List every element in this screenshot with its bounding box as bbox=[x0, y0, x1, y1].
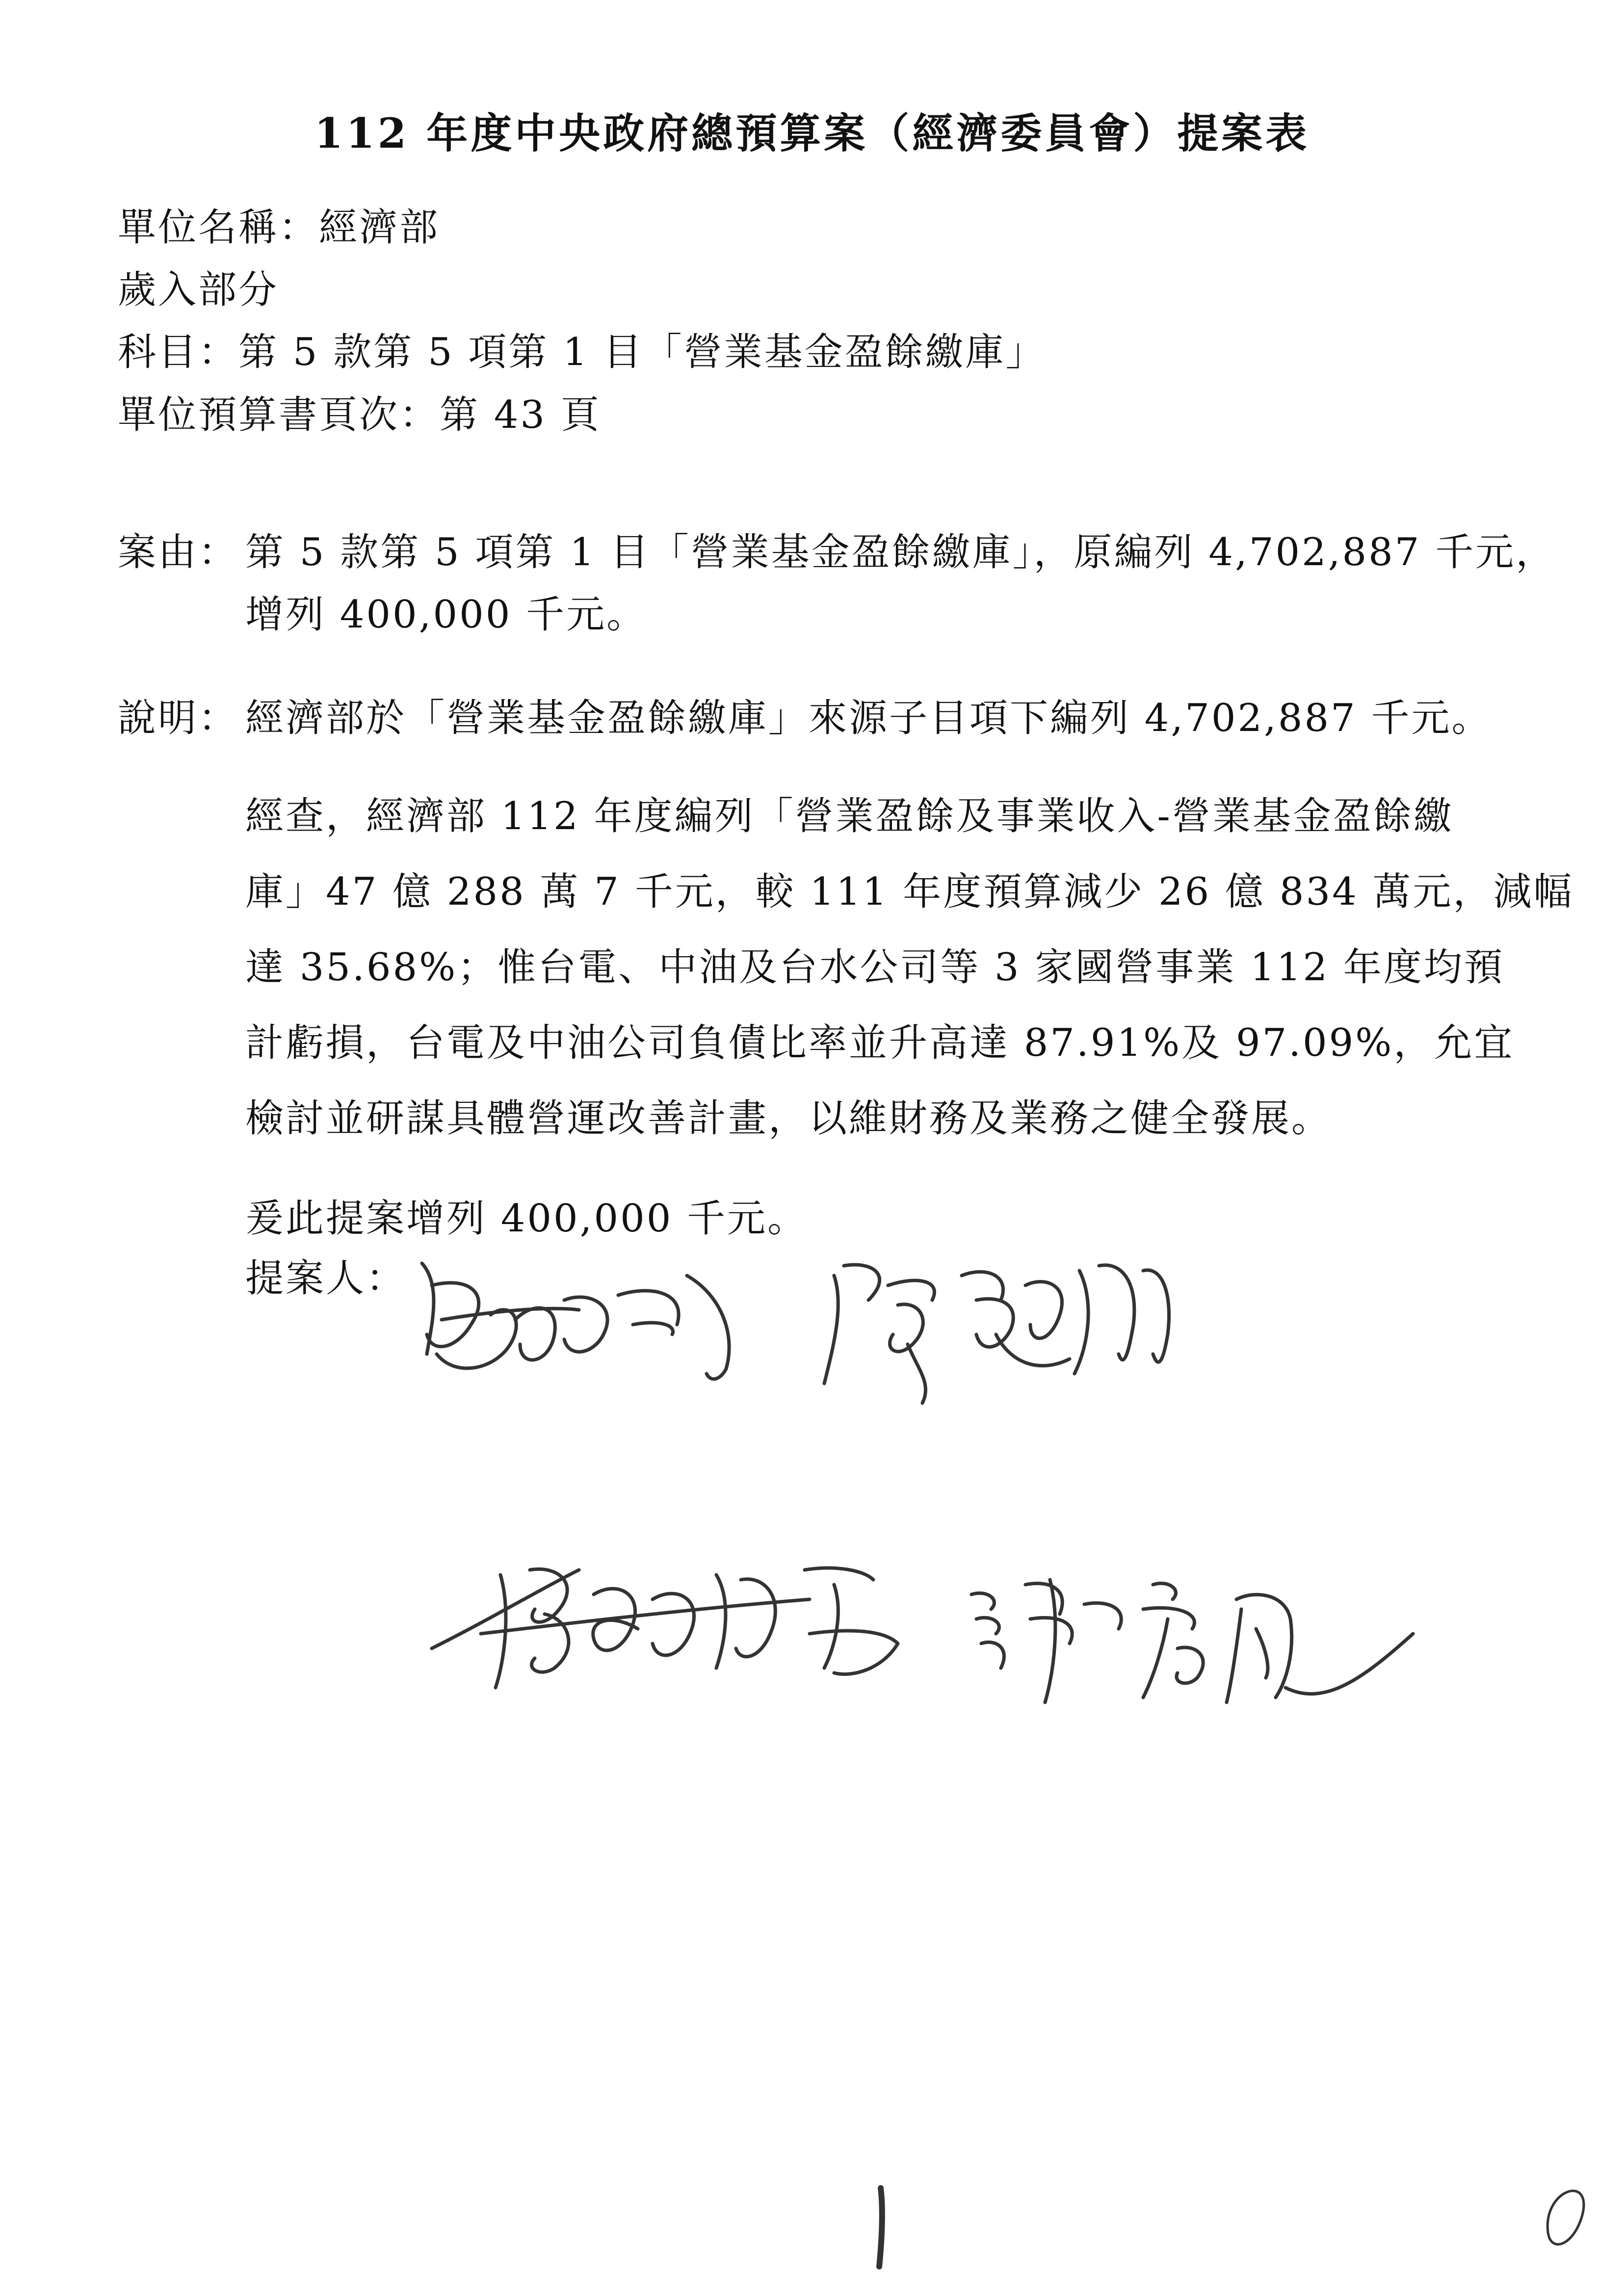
document-title: 112 年度中央政府總預算案（經濟委員會）提案表 bbox=[314, 109, 1310, 157]
signature-3 bbox=[432, 1568, 898, 1688]
revenue-section: 歲入部分 bbox=[118, 268, 279, 312]
explanation-para-line-5: 檢討並研謀具體營運改善計畫，以維財務及業務之健全發展。 bbox=[245, 1096, 1332, 1141]
budget-page-ref: 單位預算書頁次：第 43 頁 bbox=[118, 393, 601, 437]
explanation-label: 說明： bbox=[118, 696, 239, 740]
explanation-para-line-2: 庫」47 億 288 萬 7 千元，較 111 年度預算減少 26 億 834 萬元，減幅 bbox=[245, 870, 1574, 914]
signature-2 bbox=[824, 1265, 1169, 1403]
case-line-2: 增列 400,000 千元。 bbox=[245, 593, 647, 637]
proposer-label: 提案人： bbox=[245, 1256, 407, 1301]
explanation-first-line: 經濟部於「營業基金盈餘繳庫」來源子目項下編列 4,702,887 千元。 bbox=[245, 696, 1492, 740]
explanation-para-line-3: 達 35.68%；惟台電、中油及台水公司等 3 家國營事業 112 年度均預 bbox=[245, 945, 1504, 990]
explanation-para-line-4: 計虧損，台電及中油公司負債比率並升高達 87.91%及 97.09%，允宜 bbox=[245, 1021, 1515, 1065]
case-label: 案由： bbox=[118, 530, 239, 574]
unit-name: 單位名稱：經濟部 bbox=[118, 206, 440, 250]
signature-1 bbox=[422, 1263, 729, 1379]
case-line-1: 第 5 款第 5 項第 1 目「營業基金盈餘繳庫」，原編列 4,702,887 千元， bbox=[245, 530, 1556, 574]
budget-subject: 科目：第 5 款第 5 項第 1 目「營業基金盈餘繳庫」 bbox=[118, 330, 1046, 374]
signature-4 bbox=[971, 1580, 1413, 1702]
explanation-para-line-1: 經查，經濟部 112 年度編列「營業盈餘及事業收入-營業基金盈餘繳 bbox=[245, 794, 1454, 838]
explanation-conclusion: 爰此提案增列 400,000 千元。 bbox=[245, 1197, 808, 1241]
